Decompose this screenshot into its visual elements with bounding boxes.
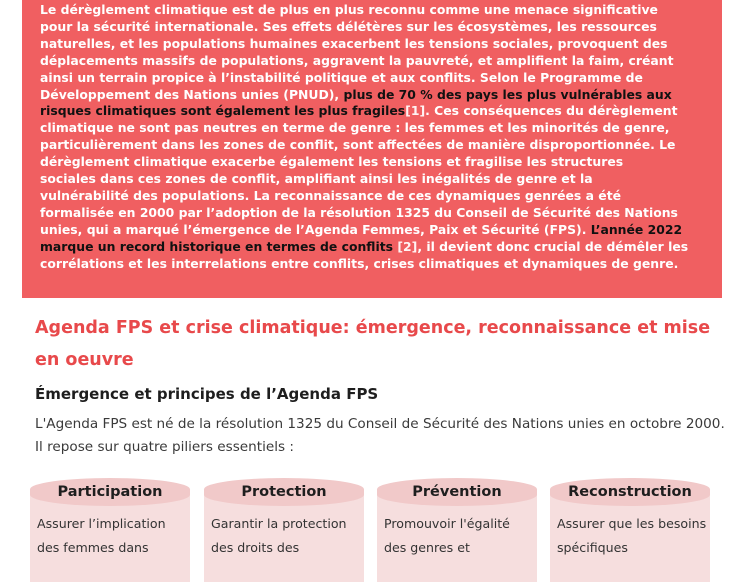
pillar-text: Assurer que les besoins spécifiques [557,516,707,555]
text-run: déplacements massifs de populations, aggravent la pauvreté, et amplifient la faim, créant [40,52,674,68]
footnote-ref[interactable]: [2] [397,238,418,254]
red-box-line [40,222,704,239]
pillar-text: Promouvoir l'égalité des genres et [384,516,510,555]
text-run: plus de 70 % des pays les plus vulnérables aux [343,86,672,102]
text-run: L’année 2022 [590,221,683,237]
footnote-ref[interactable]: [1] [405,103,426,119]
red-box-line [40,103,704,120]
section-subheading: Émergence et principes de l’Agenda FPS [35,385,379,403]
pillar-reconstruction [550,478,710,568]
text-run: ainsi un terrain propice à l’instabilité politique et aux conflits. Selon le Programme de [40,69,643,85]
text-run: Le dérèglement climatique est de plus en plus reconnu comme une menace significative [40,2,658,17]
red-box-line [40,36,704,53]
pillar-prevention [377,478,537,568]
text-run: . Ces conséquences du dérèglement [425,103,678,119]
red-box-line [40,2,704,19]
red-box-line [40,19,704,36]
pillar-text: Assurer l’implication des femmes dans [37,516,166,555]
text-run: Développement des Nations unies (PNUD), [40,86,344,102]
pillar-protection [204,478,364,568]
red-box-line [40,53,704,70]
text-run: sociales dans ces zones de conflit, amplifiant ainsi les inégalités de genre et la [40,171,593,187]
red-box-line [40,188,704,205]
text-run: unies, qui a marqué l’émergence de l’Agenda Femmes, Paix et Sécurité (FPS). [40,221,591,237]
pillar-title: Prévention [377,478,537,506]
text-run: climatique ne sont pas neutres en terme de genre : les femmes et les minorités de genre, [40,120,670,136]
text-run: marque un record historique en termes de conflits [40,238,398,254]
text-run: particulièrement dans les zones de conflit, sont affectées de manière disproportionnée. Le [40,137,676,153]
red-box-line [40,120,704,137]
red-box-line [40,154,704,171]
section-heading: Agenda FPS et crise climatique: émergence, reconnaissance et mise en oeuvre [35,318,711,370]
pillar-title: Protection [204,478,364,506]
red-box-line [40,205,704,222]
pillar-title: Participation [30,478,190,506]
text-run: , il devient donc crucial de démêler les [417,238,689,254]
text-run: risques climatiques sont également les plus fragiles [40,103,406,119]
red-box-line [40,137,704,154]
red-box-line [40,87,704,104]
pillar-text: Garantir la protection des droits des [211,516,347,555]
text-run: dérèglement climatique exacerbe également les tensions et fragilise les structures [40,154,624,170]
pillar-participation [30,478,190,568]
text-run: vulnérabilité des populations. La reconnaissance de ces dynamiques genrées a été [40,187,622,203]
intro-paragraph: L'Agenda FPS est né de la résolution 1325 du Conseil de Sécurité des Nations unies en octobre 2000. Il repose sur quatre piliers essentiels : [35,416,725,455]
text-run: corrélations et les interrelations entre conflits, crises climatiques et dynamiques de genre. [40,255,679,271]
text-run: pour la sécurité internationale. Ses effets délétères sur les écosystèmes, les ressources [40,18,657,34]
red-box-line [40,171,704,188]
text-run: naturelles, et les populations humaines exacerbent les tensions sociales, provoquent des [40,35,668,51]
pillar-title: Reconstruction [550,478,710,506]
text-run: formalisée en 2000 par l’adoption de la résolution 1325 du Conseil de Sécurité des Nations [40,204,678,220]
highlight-box [22,0,722,298]
red-box-line [40,239,704,256]
red-box-line [40,256,704,273]
red-box-line [40,70,704,87]
